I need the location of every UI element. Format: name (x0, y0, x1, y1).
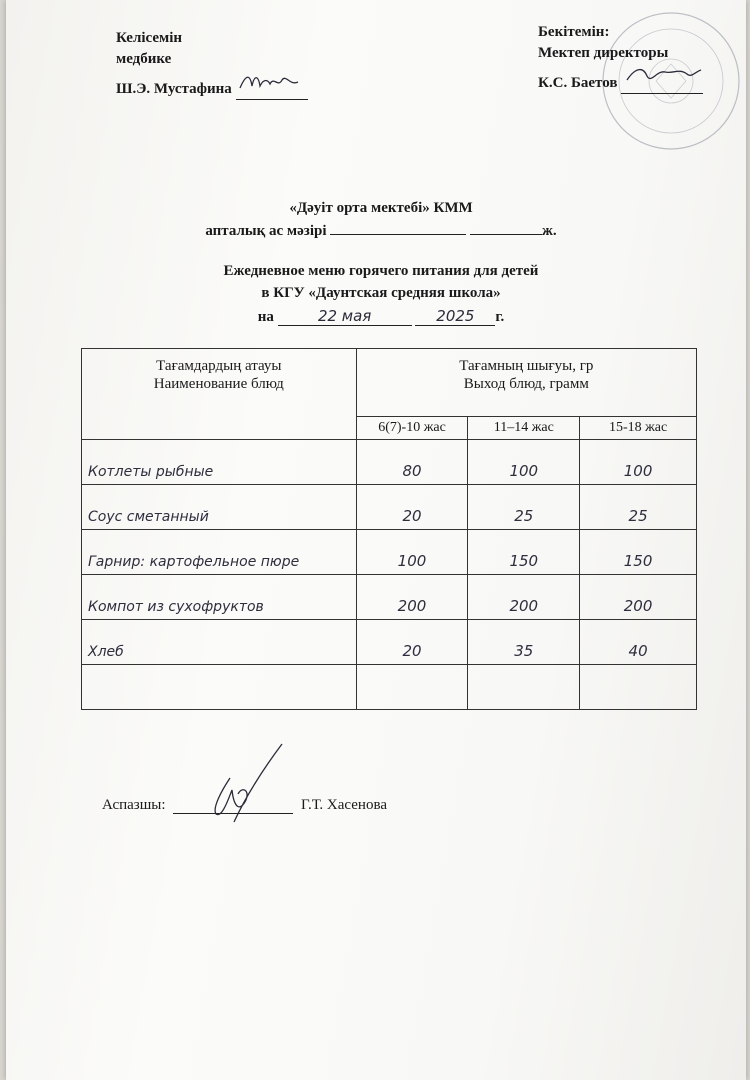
grams-age-1: 80 (356, 440, 468, 485)
cook-name: Г.Т. Хасенова (301, 797, 387, 813)
grams-age-2: 25 (468, 485, 580, 530)
age-group-2: 11–14 жас (468, 417, 580, 440)
table-row (82, 620, 697, 665)
approved-name: К.С. Баетов (538, 75, 618, 91)
title-kz-line2 (6, 220, 750, 240)
grams-age-3: 150 (580, 530, 697, 575)
date-day-month: 22 мая (278, 307, 412, 326)
document-page (6, 0, 746, 1080)
agreed-role: медбике (116, 51, 172, 67)
grams-age-1 (356, 665, 468, 710)
approved-name-line (538, 64, 703, 94)
table-row (82, 485, 697, 530)
title-kz-weekly-menu: апталық ас мәзірі (205, 223, 327, 239)
header-dish-kz: Тағамдардың атауы (156, 358, 282, 374)
grams-age-3: 200 (580, 575, 697, 620)
agreed-signature-line (236, 70, 308, 100)
dish-name: Гарнир: картофельное пюре (82, 530, 357, 575)
grams-age-3: 100 (580, 440, 697, 485)
title-ru-line2: в КГУ «Даунтская средняя школа» (261, 285, 501, 301)
dish-name: Соус сметанный (82, 485, 357, 530)
approved-role: Мектеп директоры (538, 45, 669, 61)
title-ru-line1: Ежедневное меню горячего питания для детей (223, 263, 539, 279)
agreed-block (116, 28, 308, 100)
approved-title: Бекітемін: (538, 24, 610, 40)
title-ru-date-line (6, 307, 750, 326)
grams-age-1: 20 (356, 620, 468, 665)
table-row (82, 575, 697, 620)
header-dish (82, 349, 357, 440)
header-yield (356, 349, 696, 417)
header-yield-ru: Выход блюд, грамм (463, 376, 589, 392)
table-header-row (82, 349, 697, 417)
age-group-1: 6(7)-10 жас (356, 417, 468, 440)
grams-age-2: 150 (468, 530, 580, 575)
grams-age-2 (468, 665, 580, 710)
age-group-3: 15-18 жас (580, 417, 697, 440)
table-row (82, 530, 697, 575)
approved-block (538, 22, 703, 94)
dish-name (82, 665, 357, 710)
dish-name: Хлеб (82, 620, 357, 665)
grams-age-1: 20 (356, 485, 468, 530)
title-kz-year-suffix: ж. (542, 223, 557, 239)
grams-age-1: 100 (356, 530, 468, 575)
approved-signature (621, 64, 703, 86)
agreed-name: Ш.Э. Мустафина (116, 81, 232, 97)
table-row-empty (82, 665, 697, 710)
cook-label: Аспазшы: (102, 797, 166, 813)
dish-name: Компот из сухофруктов (82, 575, 357, 620)
grams-age-3 (580, 665, 697, 710)
date-year: 2025 (415, 307, 495, 326)
grams-age-3: 40 (580, 620, 697, 665)
title-ru-date-prefix: на (257, 309, 274, 325)
grams-age-2: 100 (468, 440, 580, 485)
cook-signature (194, 738, 294, 828)
agreed-title: Келісемін (116, 30, 183, 46)
grams-age-3: 25 (580, 485, 697, 530)
dish-name: Котлеты рыбные (82, 440, 357, 485)
grams-age-2: 35 (468, 620, 580, 665)
title-ru-date-suffix: г. (495, 309, 505, 325)
header-yield-kz: Тағамның шығуы, гр (459, 358, 594, 374)
approved-signature-line (621, 64, 703, 94)
header-dish-ru: Наименование блюд (153, 376, 284, 392)
grams-age-2: 200 (468, 575, 580, 620)
agreed-signature (236, 70, 308, 92)
title-kz-blank-2 (470, 220, 542, 235)
menu-table (81, 348, 697, 710)
title-kz-line1: «Дәуіт орта мектебі» КММ (289, 200, 473, 216)
agreed-name-line (116, 70, 308, 100)
title-kz-blank-1 (330, 220, 466, 235)
grams-age-1: 200 (356, 575, 468, 620)
table-row (82, 440, 697, 485)
